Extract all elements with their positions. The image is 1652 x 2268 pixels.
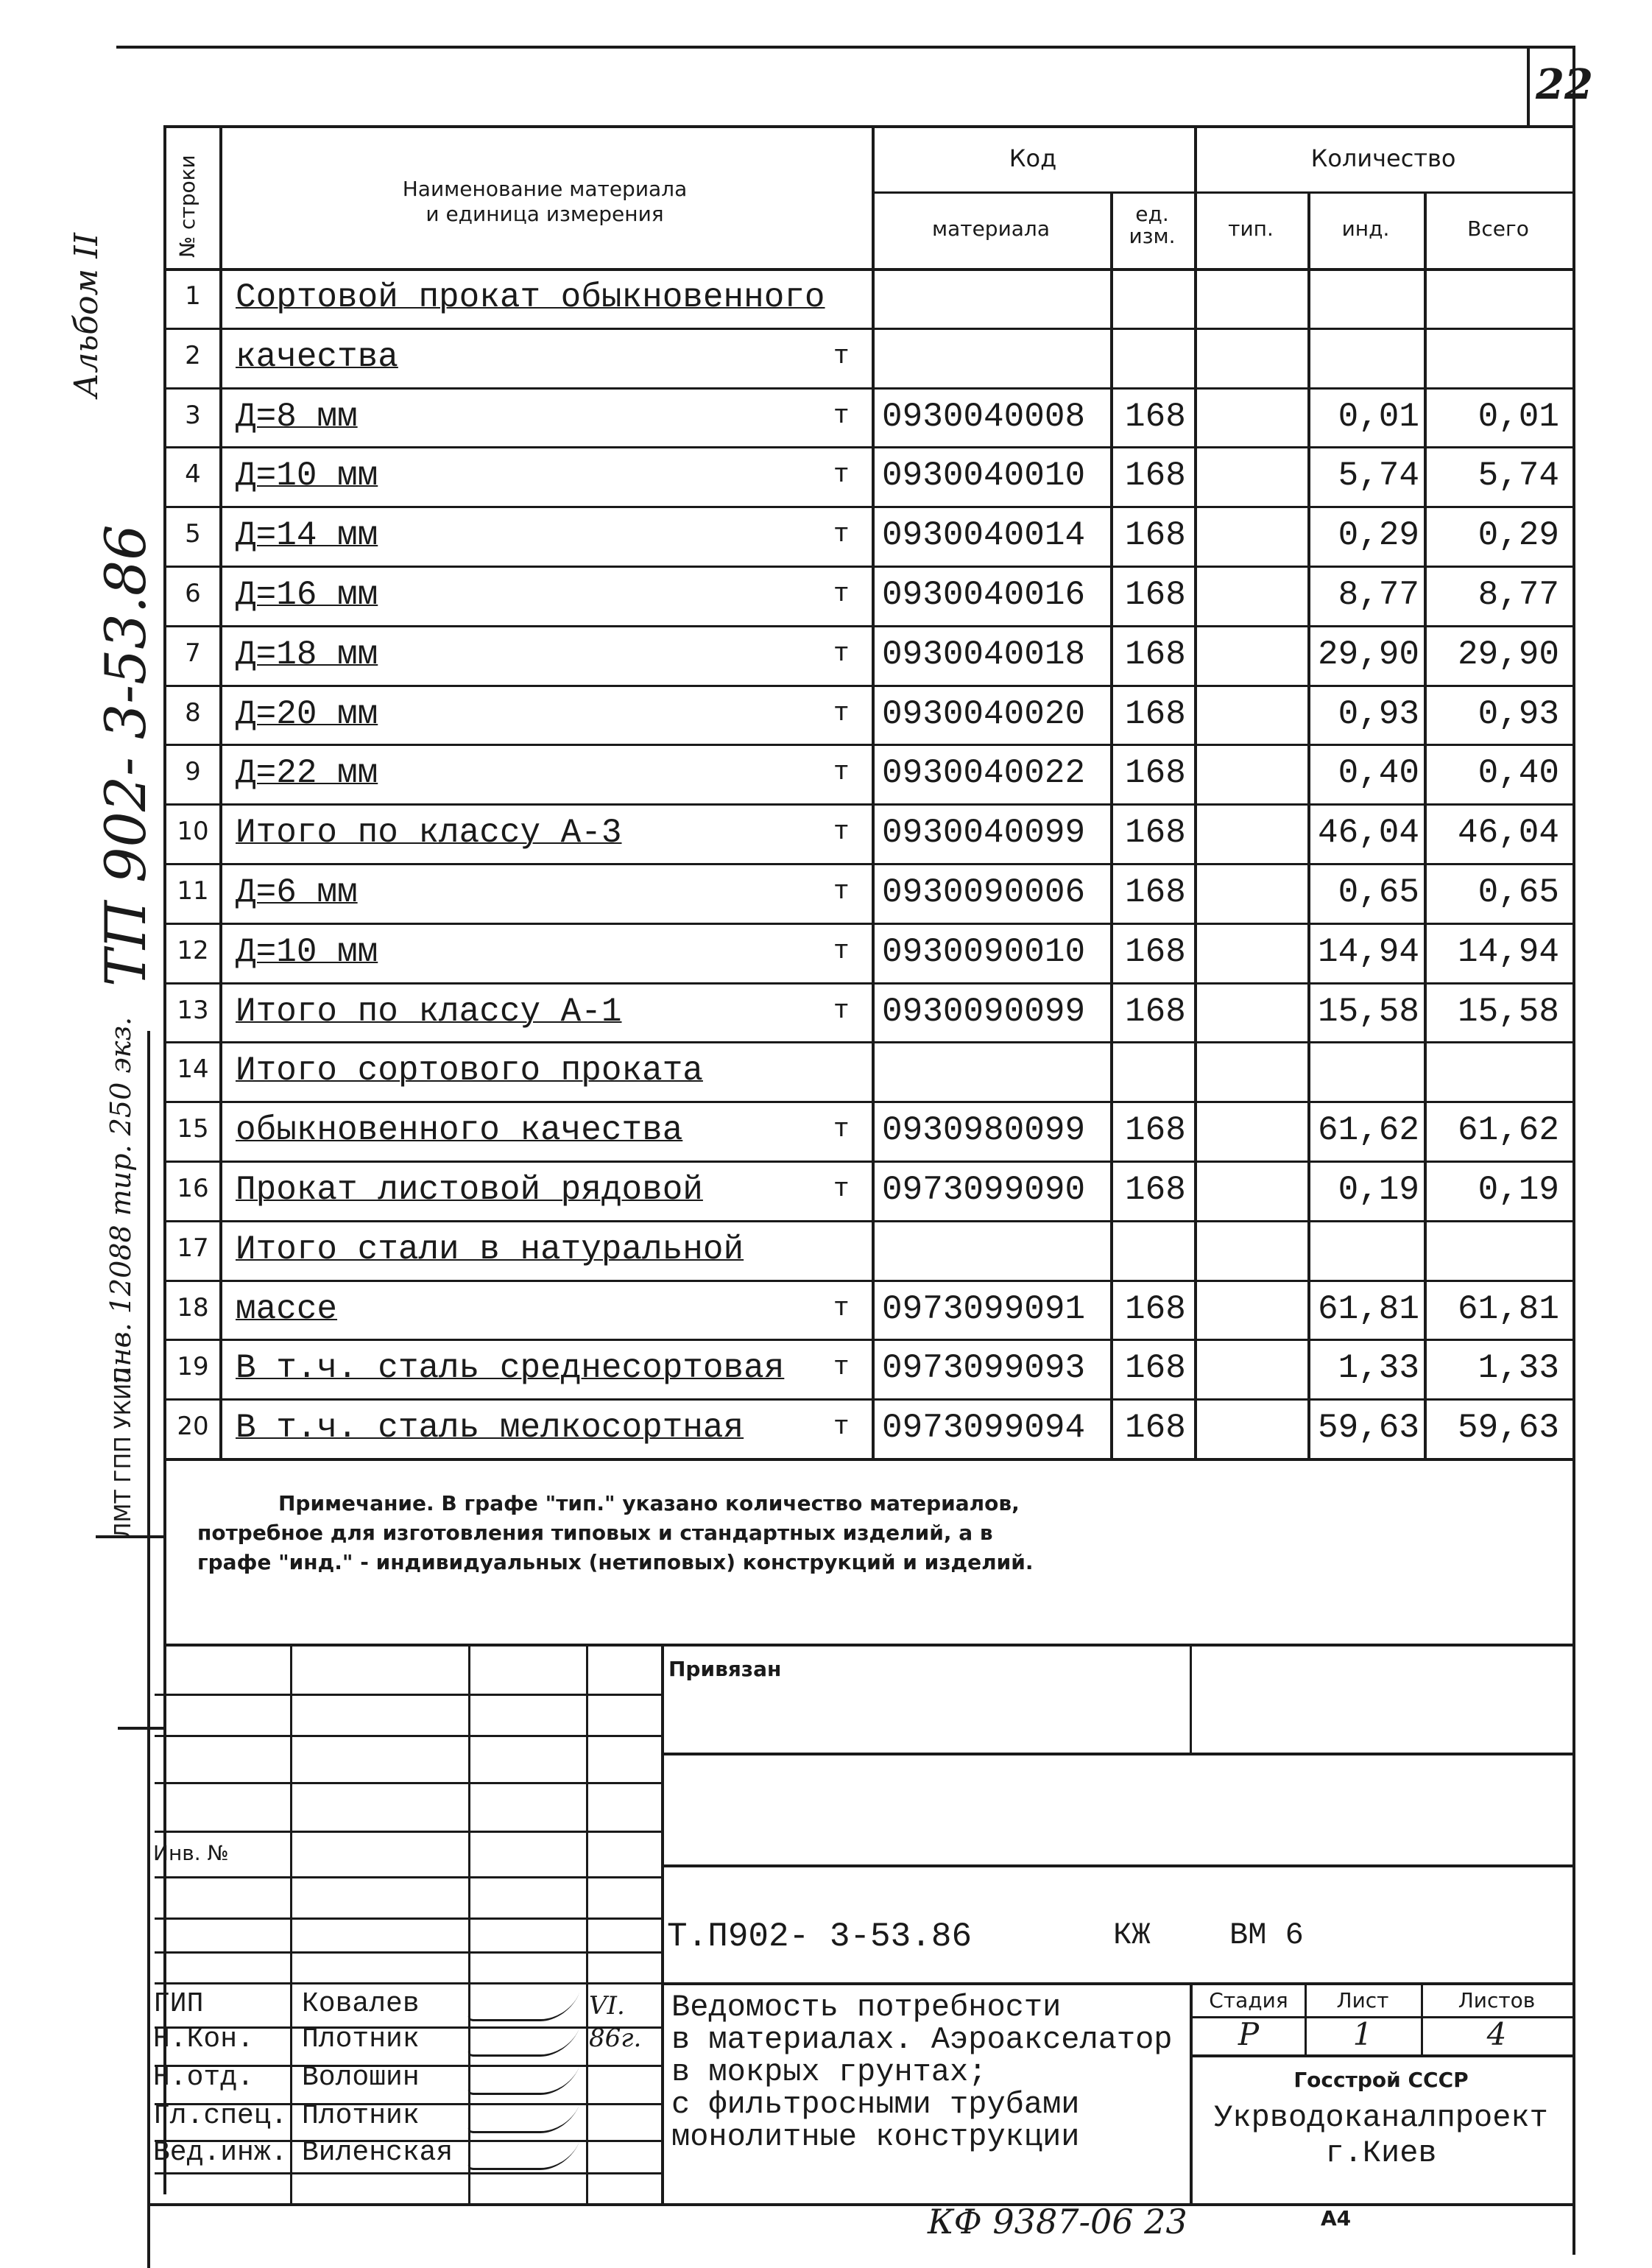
row-ind: 29,90 bbox=[1317, 635, 1419, 674]
header-qty-total: Всего bbox=[1467, 216, 1529, 241]
signatory-role: Гл.спец. bbox=[153, 2100, 288, 2132]
row-total: 0,93 bbox=[1478, 694, 1559, 733]
signatory-name: Плотник bbox=[302, 2100, 420, 2132]
row-ed: 168 bbox=[1125, 635, 1186, 674]
row-ed: 168 bbox=[1125, 694, 1186, 733]
row-total: 0,19 bbox=[1478, 1171, 1559, 1209]
stamp-grid-line bbox=[155, 2172, 661, 2174]
row-divider bbox=[163, 1339, 1572, 1341]
row-divider bbox=[163, 1220, 1572, 1222]
left-frame-border bbox=[163, 125, 166, 2194]
row-divider bbox=[163, 328, 1572, 330]
stamp-col-priv bbox=[1190, 1644, 1192, 1753]
signatory-role: Н.отд. bbox=[153, 2062, 254, 2093]
row-ind: 59,63 bbox=[1317, 1409, 1419, 1448]
row-divider bbox=[163, 446, 1572, 448]
row-unit: т bbox=[833, 638, 850, 669]
date-1: VI. bbox=[589, 1991, 625, 2021]
row-material-name: Д=14 мм bbox=[236, 516, 378, 555]
row-divider bbox=[163, 744, 1572, 746]
row-code: 0930040010 bbox=[882, 457, 1086, 496]
row-material-name: Д=6 мм bbox=[236, 873, 358, 912]
row-number: 4 bbox=[185, 459, 201, 490]
page-number: 22 bbox=[1536, 60, 1593, 109]
stamp-grid-line bbox=[155, 1694, 661, 1696]
row-material-name: Д=16 мм bbox=[236, 576, 378, 614]
note-text: Примечание. В графе "тип." указано количество материалов, потребное для изготовления типовых и стандартных изделий, а в графе "инд." - индивидуальных (нетиповых) конструкций и изделий. bbox=[197, 1491, 1034, 1574]
row-material-name: Итого сортового проката bbox=[236, 1052, 703, 1091]
row-ed: 168 bbox=[1125, 516, 1186, 555]
row-unit: т bbox=[833, 935, 850, 966]
sheets-note: инв. 12088 тир. 250 экз. bbox=[105, 1016, 137, 1384]
table-top-border bbox=[163, 125, 1572, 128]
row-number: 1 bbox=[185, 281, 201, 311]
header-qty-typ: тип. bbox=[1228, 216, 1274, 241]
row-material-name: массе bbox=[236, 1289, 338, 1328]
row-total: 0,29 bbox=[1478, 516, 1559, 555]
right-border bbox=[1572, 46, 1575, 2255]
row-unit: т bbox=[833, 817, 850, 848]
row-ind: 1,33 bbox=[1338, 1349, 1419, 1388]
row-divider bbox=[163, 1280, 1572, 1282]
row-total: 8,77 bbox=[1478, 576, 1559, 614]
page-num-divider bbox=[1527, 46, 1530, 127]
row-unit: т bbox=[833, 1352, 850, 1383]
row-ed: 168 bbox=[1125, 1111, 1186, 1150]
row-number: 5 bbox=[185, 519, 201, 549]
stamp-grid-line bbox=[155, 1831, 661, 1833]
row-unit: т bbox=[833, 995, 850, 1026]
row-total: 14,94 bbox=[1457, 932, 1559, 971]
row-ind: 46,04 bbox=[1317, 814, 1419, 853]
row-code: 0930040016 bbox=[882, 576, 1086, 614]
row-material-name: В т.ч. сталь мелкосортная bbox=[236, 1409, 744, 1448]
row-material-name: Итого по классу А-1 bbox=[236, 992, 622, 1031]
row-divider bbox=[163, 506, 1572, 508]
row-unit: т bbox=[833, 697, 850, 728]
row-number: 19 bbox=[177, 1352, 209, 1382]
row-total: 29,90 bbox=[1457, 635, 1559, 674]
row-number: 10 bbox=[177, 817, 209, 847]
stamp-bottom bbox=[147, 2203, 1572, 2206]
row-ind: 61,81 bbox=[1317, 1289, 1419, 1328]
stamp-grid-line bbox=[155, 1735, 661, 1737]
top-border bbox=[116, 46, 1574, 49]
date-2: 86г. bbox=[589, 2024, 642, 2053]
row-number: 2 bbox=[185, 340, 201, 370]
row-number: 16 bbox=[177, 1174, 209, 1203]
header-material: Наименование материала и единица измерения bbox=[402, 177, 688, 226]
stamp-title-top bbox=[661, 1982, 1572, 1985]
col-line-name bbox=[872, 125, 875, 1458]
signature-scribble bbox=[466, 1993, 579, 2021]
row-unit: т bbox=[833, 1292, 850, 1323]
row-material-name: Д=18 мм bbox=[236, 635, 378, 674]
margin-line bbox=[147, 1031, 150, 2268]
row-total: 61,81 bbox=[1457, 1289, 1559, 1328]
row-number: 9 bbox=[185, 757, 201, 787]
row-ind: 0,29 bbox=[1338, 516, 1419, 555]
sheet-value: 1 bbox=[1352, 2016, 1373, 2052]
row-material-name: Д=10 мм bbox=[236, 457, 378, 496]
row-code: 0973099094 bbox=[882, 1409, 1086, 1448]
row-ed: 168 bbox=[1125, 814, 1186, 853]
signature-scribble bbox=[466, 2066, 579, 2095]
row-number: 14 bbox=[177, 1054, 209, 1085]
row-ind: 5,74 bbox=[1338, 457, 1419, 496]
col-line-ed bbox=[1194, 125, 1197, 1458]
row-code: 0930040022 bbox=[882, 754, 1086, 793]
table-bottom-line bbox=[163, 1458, 1572, 1461]
row-divider bbox=[163, 1161, 1572, 1163]
stage-label: Стадия bbox=[1209, 1988, 1288, 2012]
row-material-name: Итого по классу А-3 bbox=[236, 814, 622, 853]
row-divider bbox=[163, 923, 1572, 925]
row-divider bbox=[163, 803, 1572, 806]
row-ed: 168 bbox=[1125, 1349, 1186, 1388]
header-code-material: материала bbox=[931, 216, 1050, 241]
col-line-typ bbox=[1307, 191, 1310, 1458]
header-qty-ind: инд. bbox=[1341, 216, 1390, 241]
stage-value: Р bbox=[1238, 2016, 1260, 2052]
col-line-num bbox=[219, 125, 222, 1458]
stamp-code-top bbox=[661, 1864, 1572, 1867]
row-ind: 0,19 bbox=[1338, 1171, 1419, 1209]
row-unit: т bbox=[833, 1174, 850, 1204]
org-short: ЛМТ ГПП УКИП bbox=[110, 1367, 136, 1539]
row-number: 18 bbox=[177, 1292, 209, 1323]
row-divider bbox=[163, 387, 1572, 390]
row-total: 5,74 bbox=[1478, 457, 1559, 496]
row-ed: 168 bbox=[1125, 1289, 1186, 1328]
stamp-grid-line bbox=[155, 1982, 661, 1984]
row-material-name: Д=22 мм bbox=[236, 754, 378, 793]
doc-code: Т.П902- 3-53.86 bbox=[667, 1917, 973, 1956]
row-unit: т bbox=[833, 400, 850, 431]
row-ed: 168 bbox=[1125, 1171, 1186, 1209]
row-ed: 168 bbox=[1125, 576, 1186, 614]
row-number: 3 bbox=[185, 400, 201, 430]
row-ind: 15,58 bbox=[1317, 992, 1419, 1031]
row-material-name: В т.ч. сталь среднесортовая bbox=[236, 1349, 785, 1388]
row-unit: т bbox=[833, 1114, 850, 1145]
signatory-role: Н.Кон. bbox=[153, 2024, 254, 2055]
row-code: 0930040018 bbox=[882, 635, 1086, 674]
row-code: 0930040008 bbox=[882, 397, 1086, 436]
signatory-name: Виленская bbox=[302, 2137, 453, 2169]
sheet-label: Лист bbox=[1336, 1988, 1389, 2012]
row-total: 0,01 bbox=[1478, 397, 1559, 436]
row-total: 61,62 bbox=[1457, 1111, 1559, 1150]
signatory-role: Вед.инж. bbox=[153, 2137, 288, 2169]
stamp-col-1 bbox=[290, 1644, 292, 2203]
row-code: 0930040099 bbox=[882, 814, 1086, 853]
row-unit: т bbox=[833, 519, 850, 550]
org-line-2: Укрводоканалпроект bbox=[1214, 2100, 1548, 2135]
col-line-code bbox=[1110, 191, 1113, 1458]
inv-no-label: Инв. № bbox=[153, 1841, 229, 1865]
row-ed: 168 bbox=[1125, 873, 1186, 912]
row-material-name: Сортовой прокат обыкновенного bbox=[236, 278, 825, 317]
stamp-grid-line bbox=[155, 1876, 661, 1878]
stamp-col-4 bbox=[661, 1644, 664, 2203]
format-label: А4 bbox=[1321, 2206, 1352, 2230]
row-ind: 0,93 bbox=[1338, 694, 1419, 733]
row-code: 0973099093 bbox=[882, 1349, 1086, 1388]
row-number: 6 bbox=[185, 579, 201, 608]
row-ed: 168 bbox=[1125, 1409, 1186, 1448]
org-line-3: г.Киев bbox=[1325, 2135, 1437, 2171]
row-divider bbox=[163, 1101, 1572, 1103]
header-code: Код bbox=[1009, 144, 1057, 172]
doc-mark: КЖ bbox=[1113, 1917, 1151, 1953]
row-divider bbox=[163, 1398, 1572, 1401]
row-number: 12 bbox=[177, 935, 209, 965]
org-line-1: Госстрой СССР bbox=[1293, 2068, 1469, 2092]
row-divider bbox=[163, 1041, 1572, 1043]
signature-scribble bbox=[466, 2105, 579, 2133]
row-total: 15,58 bbox=[1457, 992, 1559, 1031]
tp-code-margin: ТП 902- 3-53.86 bbox=[93, 524, 158, 987]
note-bottom-line bbox=[163, 1644, 1572, 1647]
row-code: 0930040014 bbox=[882, 516, 1086, 555]
row-number: 8 bbox=[185, 697, 201, 728]
row-material-name: качества bbox=[236, 337, 398, 376]
row-code: 0930040020 bbox=[882, 694, 1086, 733]
row-code: 0930980099 bbox=[882, 1111, 1086, 1150]
header-code-unit: ед. изм. bbox=[1129, 202, 1176, 248]
row-material-name: Д=20 мм bbox=[236, 694, 378, 733]
row-number: 13 bbox=[177, 995, 209, 1025]
stamp-grid-line bbox=[155, 1782, 661, 1784]
row-ind: 8,77 bbox=[1338, 576, 1419, 614]
signature-scribble bbox=[466, 2141, 579, 2170]
row-divider bbox=[163, 625, 1572, 627]
row-total: 0,40 bbox=[1478, 754, 1559, 793]
row-ed: 168 bbox=[1125, 754, 1186, 793]
row-divider bbox=[163, 685, 1572, 687]
row-number: 11 bbox=[177, 876, 209, 906]
col-line-ind bbox=[1424, 191, 1427, 1458]
row-code: 0973099091 bbox=[882, 1289, 1086, 1328]
row-divider bbox=[163, 863, 1572, 865]
stamp-stage-bottom bbox=[1190, 2054, 1572, 2057]
row-total: 59,63 bbox=[1457, 1409, 1559, 1448]
signatory-role: ГИП bbox=[153, 1988, 204, 2020]
row-unit: т bbox=[833, 579, 850, 609]
row-material-name: Д=8 мм bbox=[236, 397, 358, 436]
sheet-mark: ВМ 6 bbox=[1229, 1917, 1304, 1953]
row-material-name: Д=10 мм bbox=[236, 932, 378, 971]
row-unit: т bbox=[833, 757, 850, 788]
row-code: 0930090010 bbox=[882, 932, 1086, 971]
row-unit: т bbox=[833, 876, 850, 906]
row-ind: 0,65 bbox=[1338, 873, 1419, 912]
row-unit: т bbox=[833, 340, 850, 371]
row-unit: т bbox=[833, 459, 850, 490]
stamp-col-3 bbox=[586, 1644, 588, 2203]
row-code: 0930090006 bbox=[882, 873, 1086, 912]
signatory-name: Плотник bbox=[302, 2024, 420, 2055]
sheets-value: 4 bbox=[1486, 2016, 1507, 2052]
row-number: 7 bbox=[185, 638, 201, 668]
row-total: 46,04 bbox=[1457, 814, 1559, 853]
album-label: Альбом II bbox=[68, 233, 105, 398]
row-ed: 168 bbox=[1125, 397, 1186, 436]
row-total: 1,33 bbox=[1478, 1349, 1559, 1388]
row-ind: 0,01 bbox=[1338, 397, 1419, 436]
drawing-title: Ведомость потребности в материалах. Аэроакселатор в мокрых грунтах; с фильтросными трубами монолитные конструкции bbox=[671, 1990, 1173, 2155]
row-material-name: Прокат листовой рядовой bbox=[236, 1171, 703, 1209]
stamp-grid-line bbox=[155, 1917, 661, 1920]
header-mid-line bbox=[872, 191, 1572, 194]
row-number: 15 bbox=[177, 1114, 209, 1144]
row-ed: 168 bbox=[1125, 932, 1186, 971]
row-ind: 0,40 bbox=[1338, 754, 1419, 793]
signatory-name: Волошин bbox=[302, 2062, 420, 2093]
row-total: 0,65 bbox=[1478, 873, 1559, 912]
row-ind: 14,94 bbox=[1317, 932, 1419, 971]
margin-tick-2 bbox=[118, 1727, 163, 1730]
sheets-label: Листов bbox=[1458, 1988, 1536, 2012]
row-ind: 61,62 bbox=[1317, 1111, 1419, 1150]
row-divider bbox=[163, 566, 1572, 568]
row-number: 17 bbox=[177, 1233, 209, 1263]
row-code: 0930090099 bbox=[882, 992, 1086, 1031]
row-material-name: обыкновенного качества bbox=[236, 1111, 683, 1150]
stamp-priv-bottom bbox=[661, 1753, 1572, 1755]
row-unit: т bbox=[833, 1412, 850, 1443]
header-row-no: № строки bbox=[175, 155, 200, 258]
row-code: 0973099090 bbox=[882, 1171, 1086, 1209]
signature-scribble bbox=[466, 2028, 579, 2057]
stamp-grid-line bbox=[155, 1951, 661, 1954]
kf-number: КФ 9387-06 23 bbox=[928, 2202, 1187, 2241]
row-number: 20 bbox=[177, 1412, 209, 1442]
row-ed: 168 bbox=[1125, 457, 1186, 496]
row-material-name: Итого стали в натуральной bbox=[236, 1230, 744, 1269]
margin-tick-1 bbox=[96, 1535, 163, 1538]
signatory-name: Ковалев bbox=[302, 1988, 420, 2020]
header-bottom-line bbox=[163, 268, 1572, 271]
row-divider bbox=[163, 982, 1572, 985]
row-ed: 168 bbox=[1125, 992, 1186, 1031]
privyazan-label: Привязан bbox=[668, 1657, 782, 1681]
header-quantity: Количество bbox=[1310, 144, 1456, 172]
